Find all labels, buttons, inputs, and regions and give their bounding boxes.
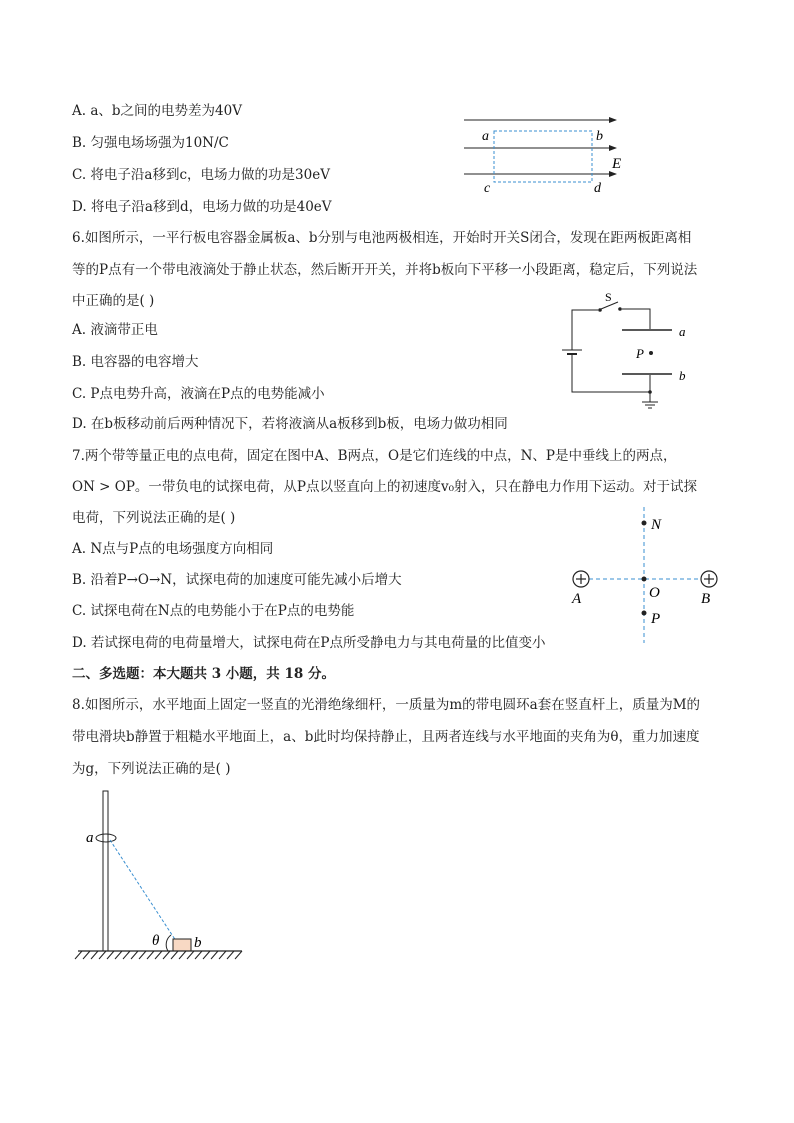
q6-stem-line-1: 6.如图所示，一平行板电容器金属板a、b分别与电池两极相连，开始时开关S闭合，发现在距两板距离相 bbox=[72, 230, 692, 246]
point-a-label: A bbox=[572, 591, 582, 607]
plate-a-label: a bbox=[679, 324, 686, 339]
angle-arc bbox=[166, 935, 171, 951]
point-p-dot bbox=[649, 351, 653, 355]
point-n-label: N bbox=[651, 517, 662, 533]
vertical-rod bbox=[103, 791, 108, 951]
point-b-label: B bbox=[701, 591, 711, 607]
point-d-label: d bbox=[594, 181, 601, 196]
point-p-label: P bbox=[651, 611, 661, 627]
point-n-dot bbox=[642, 521, 647, 526]
q7-stem-line-3: 电荷，下列说法正确的是( ) bbox=[72, 510, 236, 526]
ground-icon bbox=[642, 402, 658, 408]
connecting-line-ab bbox=[110, 840, 178, 944]
point-o-label: O bbox=[649, 585, 660, 601]
point-p-label: P bbox=[636, 346, 644, 361]
q7-option-c: C. 试探电荷在N点的电势能小于在P点的电势能 bbox=[72, 603, 355, 619]
q7-stem-line-1: 7.两个带等量正电的点电荷，固定在图中A、B两点，O是它们连线的中点，N、P是中垂线上的两点， bbox=[72, 448, 677, 464]
q6-option-d: D. 在b板移动前后两种情况下，若将液滴从a板移到b板，电场力做功相同 bbox=[72, 416, 508, 432]
q5-option-d: D. 将电子沿a移到d，电场力做的功是40eV bbox=[72, 199, 332, 215]
q6-stem-line-2: 等的P点有一个带电液滴处于静止状态，然后断开开关，并将b板向下平移一小段距离，稳定后，下列说法 bbox=[72, 262, 698, 278]
q5-option-a: A. a、b之间的电势差为40V bbox=[72, 103, 242, 119]
point-c-label: c bbox=[484, 181, 491, 196]
q6-option-a: A. 液滴带正电 bbox=[72, 322, 158, 338]
ring-a-label: a bbox=[86, 830, 94, 846]
q8-stem-line-2: 带电滑块b静置于粗糙水平地面上，a、b此时均保持静止，且两者连线与水平地面的夹角为θ，重力加速度 bbox=[72, 729, 700, 745]
q8-stem-line-1: 8.如图所示，水平地面上固定一竖直的光滑绝缘细杆，一质量为m的带电圆环a套在竖直杆上，质量为M的 bbox=[72, 697, 701, 713]
point-p-dot bbox=[642, 611, 647, 616]
uniform-field-figure bbox=[460, 112, 640, 202]
q7-stem-line-2: ON > OP。一带负电的试探电荷，从P点以竖直向上的初速度v₀射入，只在静电力作用下运动。对于试探 bbox=[72, 479, 698, 495]
q5-option-b: B. 匀强电场场强为10N/C bbox=[72, 135, 229, 151]
q6-stem-line-3: 中正确的是( ) bbox=[72, 293, 155, 309]
block-b-label: b bbox=[194, 935, 202, 951]
q8-stem-line-3: 为g，下列说法正确的是( ) bbox=[72, 761, 231, 777]
point-o-dot bbox=[642, 577, 647, 582]
block-b bbox=[173, 939, 191, 951]
plate-b-label: b bbox=[679, 368, 686, 383]
theta-label: θ bbox=[152, 933, 160, 949]
capacitor-circuit-figure bbox=[560, 290, 700, 415]
q7-option-a: A. N点与P点的电场强度方向相同 bbox=[72, 541, 274, 557]
q7-option-d: D. 若试探电荷的电荷量增大，试探电荷在P点所受静电力与其电荷量的比值变小 bbox=[72, 635, 546, 651]
rod-ring-block-figure bbox=[72, 785, 252, 965]
point-charges-figure bbox=[565, 505, 725, 645]
charge-b-icon bbox=[701, 571, 717, 587]
q6-option-b: B. 电容器的电容增大 bbox=[72, 354, 199, 370]
point-b-label: b bbox=[596, 129, 603, 144]
section-header-multiple-choice: 二、多选题：本大题共 3 小题，共 18 分。 bbox=[72, 666, 335, 682]
charge-a-icon bbox=[573, 571, 589, 587]
ground-hatching bbox=[75, 951, 242, 959]
switch-s-label: S bbox=[605, 290, 612, 304]
field-e-label: E bbox=[612, 156, 622, 172]
point-a-label: a bbox=[482, 129, 489, 144]
q6-option-c: C. P点电势升高，液滴在P点的电势能减小 bbox=[72, 386, 325, 402]
q5-option-c: C. 将电子沿a移到c，电场力做的功是30eV bbox=[72, 167, 330, 183]
q7-option-b: B. 沿着P→O→N，试探电荷的加速度可能先减小后增大 bbox=[72, 572, 402, 588]
